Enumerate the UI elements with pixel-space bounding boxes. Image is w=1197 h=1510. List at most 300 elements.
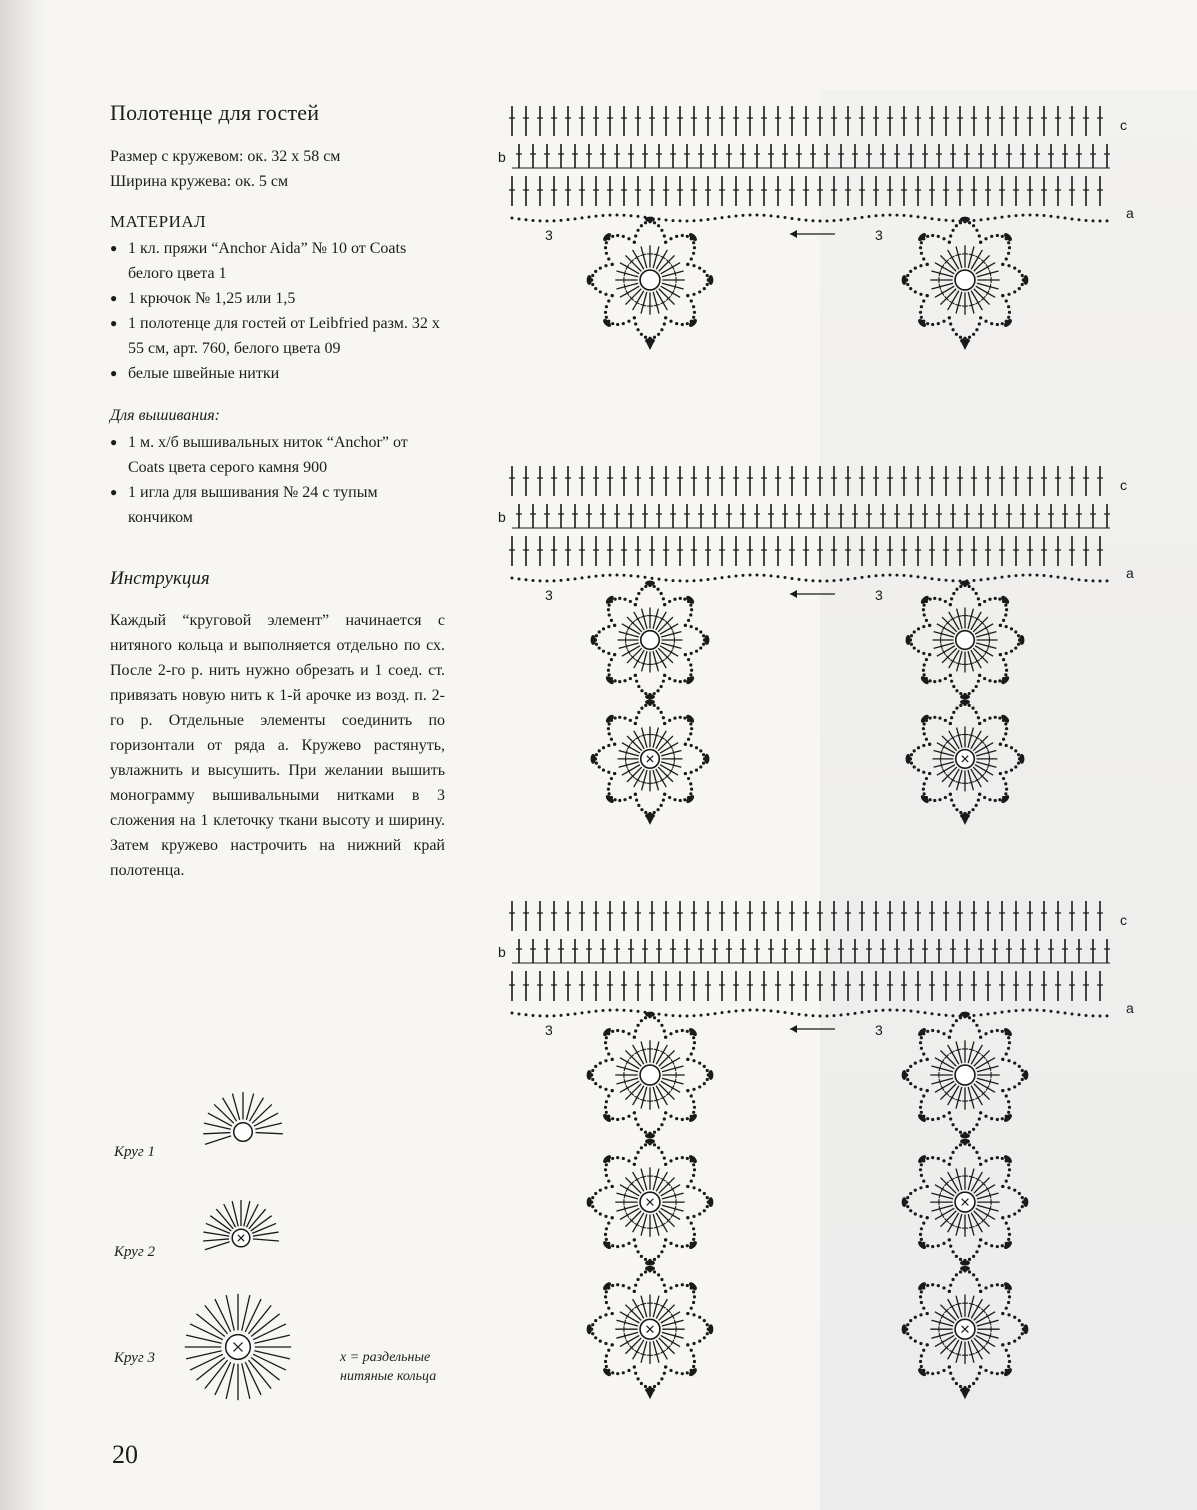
chain-dot xyxy=(978,1284,981,1287)
chain-dot xyxy=(924,216,927,219)
book-spine-shadow xyxy=(0,0,46,1510)
chain-dot xyxy=(640,1273,643,1276)
chain-dot xyxy=(657,1128,660,1131)
chain-dot xyxy=(978,1117,981,1120)
chain-dot xyxy=(698,1061,701,1064)
chain-dot xyxy=(611,235,614,238)
chain-dot xyxy=(1004,663,1007,666)
chain-dot xyxy=(777,215,780,218)
chain-dot xyxy=(607,1179,610,1182)
chain-dot xyxy=(611,1058,614,1061)
chain-dot xyxy=(978,322,981,325)
chain-dot xyxy=(996,1029,999,1032)
chain-dot xyxy=(1021,1196,1024,1199)
chain-dot xyxy=(690,257,693,260)
stitch-line xyxy=(658,767,673,782)
chain-dot xyxy=(644,1385,647,1388)
chain-dot xyxy=(951,1250,954,1253)
chain-dot xyxy=(896,574,899,577)
chain-dot xyxy=(692,264,695,267)
row-label: b xyxy=(498,149,506,165)
chain-dot xyxy=(944,719,947,722)
chain-dot xyxy=(602,650,605,653)
chain-dot xyxy=(922,727,925,730)
chain-dot xyxy=(611,1089,614,1092)
stitch-line xyxy=(659,1050,675,1066)
chain-dot xyxy=(618,680,621,683)
stitch-bar xyxy=(626,631,628,637)
chain-dot xyxy=(919,311,922,314)
join-arrow-head xyxy=(790,230,797,238)
chain-dot xyxy=(608,663,611,666)
chain-dot xyxy=(692,1290,695,1293)
chain-dot xyxy=(990,1030,993,1033)
chain-dot xyxy=(681,323,684,326)
chain-dot xyxy=(937,1157,940,1160)
chain-dot xyxy=(984,320,987,323)
chain-dot xyxy=(658,1013,661,1016)
stitch-bar xyxy=(968,616,974,618)
chain-dot xyxy=(634,1284,637,1287)
chain-dot xyxy=(657,1146,660,1149)
chain-dot xyxy=(906,283,909,286)
stitch-bar xyxy=(654,1176,660,1178)
chain-dot xyxy=(988,598,991,601)
chain-dot xyxy=(627,320,630,323)
stitch-line xyxy=(625,1084,641,1100)
chain-dot xyxy=(994,577,997,580)
chain-dot xyxy=(975,1024,978,1027)
chain-dot xyxy=(594,1082,597,1085)
stitch-bar xyxy=(955,254,961,256)
chain-dot xyxy=(959,221,962,224)
chain-dot xyxy=(721,216,724,219)
chain-dot xyxy=(698,1316,701,1319)
chain-dot xyxy=(948,1036,951,1039)
chain-dot xyxy=(1005,608,1008,611)
picot-mark xyxy=(645,1133,655,1138)
chain-dot xyxy=(532,219,535,222)
chain-dot xyxy=(735,1009,738,1012)
chain-dot xyxy=(669,320,672,323)
chain-dot xyxy=(686,235,689,238)
chain-dot xyxy=(616,1283,619,1286)
picot-mark xyxy=(960,1260,970,1265)
chain-dot xyxy=(826,579,829,582)
chain-dot xyxy=(933,716,936,719)
center-ring xyxy=(955,1065,975,1085)
chain-dot xyxy=(706,1205,709,1208)
chain-dot xyxy=(999,743,1002,746)
chain-dot xyxy=(539,219,542,222)
chain-dot xyxy=(1005,727,1008,730)
chain-dot xyxy=(693,1014,696,1017)
chain-dot xyxy=(616,1009,619,1012)
chain-dot xyxy=(567,1013,570,1016)
chain-dot xyxy=(980,1013,983,1016)
chain-dot xyxy=(996,1283,999,1286)
chain-dot xyxy=(1004,782,1007,785)
chain-dot xyxy=(1007,1059,1010,1062)
chain-dot xyxy=(1007,1163,1010,1166)
chain-dot xyxy=(706,1323,709,1326)
picot-mark xyxy=(1003,232,1014,243)
chain-dot xyxy=(1007,1174,1010,1177)
picot-mark xyxy=(645,694,655,699)
picot-mark xyxy=(604,713,615,724)
chain-dot xyxy=(1001,1011,1004,1014)
chain-dot xyxy=(692,1354,695,1357)
chain-dot xyxy=(591,1205,594,1208)
chain-dot xyxy=(955,689,958,692)
chain-dot xyxy=(975,328,978,331)
picot-mark xyxy=(1000,713,1011,724)
chain-dot xyxy=(1013,1189,1016,1192)
chain-dot xyxy=(616,574,619,577)
chain-dot xyxy=(609,574,612,577)
chain-dot xyxy=(1007,1365,1010,1368)
chain-dot xyxy=(980,578,983,581)
chain-dot xyxy=(679,597,682,600)
circle-1-label: Круг 1 xyxy=(114,1144,156,1160)
chain-dot xyxy=(1064,577,1067,580)
stitch-bar xyxy=(939,1333,941,1339)
picot-mark xyxy=(688,318,699,329)
chain-dot xyxy=(721,1011,724,1014)
chain-dot xyxy=(1014,765,1017,768)
chain-dot xyxy=(662,680,665,683)
chain-dot xyxy=(1085,219,1088,222)
chain-dot xyxy=(657,1382,660,1385)
chain-dot xyxy=(553,579,556,582)
chain-dot xyxy=(692,1111,695,1114)
chain-dot xyxy=(988,679,991,682)
chain-dot xyxy=(635,716,638,719)
chain-dot xyxy=(949,674,952,677)
stitch-line xyxy=(940,1211,956,1227)
chain-dot xyxy=(913,630,916,633)
chain-dot xyxy=(951,1151,954,1154)
chain-dot xyxy=(994,799,997,802)
chain-dot xyxy=(640,1255,643,1258)
chain-dot xyxy=(692,1047,695,1050)
chain-dot xyxy=(971,707,974,710)
stitch-bar xyxy=(640,1354,646,1356)
chain-dot xyxy=(604,1041,607,1044)
row-label: c xyxy=(1120,912,1127,928)
chain-dot xyxy=(979,1238,982,1241)
chain-dot xyxy=(681,234,684,237)
chain-dot xyxy=(567,218,570,221)
flower-motif xyxy=(906,581,1025,700)
chain-dot xyxy=(938,798,941,801)
chain-dot xyxy=(942,1115,945,1118)
chain-dot xyxy=(623,679,626,682)
chain-dot xyxy=(1005,771,1008,774)
stitch-bar xyxy=(941,762,943,768)
stitch-bar xyxy=(624,1079,626,1085)
chain-dot xyxy=(618,799,621,802)
chain-dot xyxy=(889,1009,892,1012)
picot-mark xyxy=(602,1027,613,1038)
chain-dot xyxy=(926,1157,929,1160)
chain-dot xyxy=(920,316,923,319)
chain-dot xyxy=(882,214,885,217)
chain-dot xyxy=(693,1360,696,1363)
stitch-bar xyxy=(640,304,646,306)
chain-dot xyxy=(599,1316,602,1319)
chain-dot xyxy=(931,1029,934,1032)
chain-dot xyxy=(518,217,521,220)
chain-dot xyxy=(605,1227,608,1230)
chain-dot xyxy=(686,1312,689,1315)
chain-dot xyxy=(607,1349,610,1352)
chain-dot xyxy=(978,1156,981,1159)
stitch-bar xyxy=(624,284,626,290)
chain-dot xyxy=(914,1085,917,1088)
chain-dot xyxy=(917,627,920,630)
picot-mark xyxy=(917,1281,928,1292)
chain-dot xyxy=(906,1196,909,1199)
chain-dot xyxy=(695,627,698,630)
chain-dot xyxy=(637,685,640,688)
stitch-bar xyxy=(674,1192,676,1198)
stitch-line xyxy=(974,289,990,305)
stitch-line xyxy=(253,1239,279,1241)
chain-dot xyxy=(1001,1058,1004,1061)
chain-dot xyxy=(616,1372,619,1375)
chain-dot xyxy=(595,1010,598,1013)
chain-dot xyxy=(699,646,702,649)
chain-dot xyxy=(949,603,952,606)
chain-dot xyxy=(608,792,611,795)
chain-dot xyxy=(996,1156,999,1159)
chain-dot xyxy=(1018,287,1021,290)
chain-dot xyxy=(698,266,701,269)
chain-dot xyxy=(968,1143,971,1146)
chain-dot xyxy=(602,214,605,217)
flower-motif xyxy=(587,1139,714,1266)
chain-dot xyxy=(1013,1061,1016,1064)
chain-dot xyxy=(931,1245,934,1248)
chain-dot xyxy=(924,1011,927,1014)
chain-dot xyxy=(999,653,1002,656)
chain-dot xyxy=(611,1244,614,1247)
chain-dot xyxy=(1092,1014,1095,1017)
chain-dot xyxy=(681,1245,684,1248)
picot-mark xyxy=(1023,1197,1028,1207)
stitch-line xyxy=(208,1113,232,1126)
row-label: b xyxy=(498,944,506,960)
chain-dot xyxy=(604,1106,607,1109)
picot-mark xyxy=(906,754,911,764)
chain-dot xyxy=(611,322,614,325)
chain-dot xyxy=(998,598,1001,601)
chain-dot xyxy=(959,336,962,339)
stitch-line xyxy=(206,1223,230,1233)
picot-mark xyxy=(960,581,970,586)
chain-dot xyxy=(660,1024,663,1027)
chain-dot xyxy=(675,1244,678,1247)
chain-dot xyxy=(644,1143,647,1146)
chain-dot xyxy=(972,333,975,336)
chain-dot xyxy=(931,1372,934,1375)
chain-dot xyxy=(614,798,617,801)
chain-dot xyxy=(610,738,613,741)
chain-dot xyxy=(1078,578,1081,581)
chain-dot xyxy=(706,1078,709,1081)
chain-dot xyxy=(692,1342,695,1345)
chain-dot xyxy=(594,1065,597,1068)
chain-dot xyxy=(1018,1192,1021,1195)
chain-dot xyxy=(637,1010,640,1013)
chain-dot xyxy=(1007,316,1010,319)
chain-dot xyxy=(693,1106,696,1109)
picot-mark xyxy=(1000,675,1011,686)
chain-dot xyxy=(672,1014,675,1017)
picot-mark xyxy=(906,635,911,645)
chain-dot xyxy=(906,1323,909,1326)
chain-dot xyxy=(979,1365,982,1368)
chain-dot xyxy=(633,1365,636,1368)
chain-dot xyxy=(977,798,980,801)
stitch-bar xyxy=(969,1226,975,1228)
chain-dot xyxy=(1005,788,1008,791)
flower-motif xyxy=(902,1012,1029,1139)
stitch-bar xyxy=(941,643,943,649)
chain-dot xyxy=(692,1238,695,1241)
chain-dot xyxy=(607,257,610,260)
chain-dot xyxy=(640,1146,643,1149)
chain-dot xyxy=(581,1011,584,1014)
chain-dot xyxy=(679,799,682,802)
chain-dot xyxy=(640,1382,643,1385)
chain-dot xyxy=(690,1307,693,1310)
chain-dot xyxy=(699,749,702,752)
stitch-line xyxy=(940,1084,956,1100)
chain-dot xyxy=(784,1011,787,1014)
chain-dot xyxy=(977,716,980,719)
embroidery-item: ● 1 м. х/б вышивальных ниток “Anchor” от Coats цвета серого камня 900 xyxy=(110,430,445,480)
picot-mark xyxy=(1003,1027,1014,1038)
chain-dot xyxy=(598,765,601,768)
chain-dot xyxy=(634,1156,637,1159)
stitch-line xyxy=(658,617,673,632)
chain-dot xyxy=(611,1216,614,1219)
chain-dot xyxy=(861,1011,864,1014)
chain-dot xyxy=(903,1009,906,1012)
chain-dot xyxy=(692,1059,695,1062)
chain-dot xyxy=(614,716,617,719)
chain-dot xyxy=(959,1258,962,1261)
chain-dot xyxy=(952,1014,955,1017)
chain-dot xyxy=(959,1270,962,1273)
chain-dot xyxy=(605,1354,608,1357)
embroidery-item: ● 1 игла для вышивания № 24 с тупым кончиком xyxy=(110,480,445,530)
chain-dot xyxy=(979,1290,982,1293)
stitch-bar xyxy=(955,1226,961,1228)
stitch-line xyxy=(973,617,988,632)
chain-dot xyxy=(673,717,676,720)
chain-dot xyxy=(948,241,951,244)
chain-dot xyxy=(657,1273,660,1276)
chain-dot xyxy=(959,1016,962,1019)
stitch-bar xyxy=(654,1099,660,1101)
chain-dot xyxy=(949,1156,952,1159)
chain-dot xyxy=(959,1131,962,1134)
picot-mark xyxy=(685,794,696,805)
chain-dot xyxy=(634,603,637,606)
chain-dot xyxy=(882,1009,885,1012)
chain-dot xyxy=(955,1273,958,1276)
center-ring xyxy=(641,631,660,650)
chain-dot xyxy=(660,711,663,714)
chain-dot xyxy=(920,1354,923,1357)
chain-dot xyxy=(660,229,663,232)
chain-dot xyxy=(994,597,997,600)
chain-dot xyxy=(1001,1244,1004,1247)
stitch-bar xyxy=(640,1176,646,1178)
chain-dot xyxy=(681,1283,684,1286)
stitch-bar xyxy=(674,1065,676,1071)
chain-dot xyxy=(627,1286,630,1289)
instructions-heading: Инструкция xyxy=(110,568,210,589)
stitch-rows xyxy=(509,466,1110,582)
chain-dot xyxy=(1017,634,1020,637)
chain-dot xyxy=(692,1174,695,1177)
chain-dot xyxy=(687,619,690,622)
chain-dot xyxy=(984,1159,987,1162)
chain-dot xyxy=(614,679,617,682)
chain-dot xyxy=(683,716,686,719)
picot-mark xyxy=(902,1197,907,1207)
chain-dot xyxy=(913,749,916,752)
chain-dot xyxy=(660,1278,663,1281)
chain-dot xyxy=(909,1209,912,1212)
chain-dot xyxy=(914,266,917,269)
chain-dot xyxy=(686,1216,689,1219)
chain-dot xyxy=(693,1295,696,1298)
chain-dot xyxy=(616,1029,619,1032)
chain-dot xyxy=(692,1036,695,1039)
chain-dot xyxy=(609,1009,612,1012)
flower-motif xyxy=(902,1139,1029,1266)
chain-dot xyxy=(604,1059,607,1062)
chain-dot xyxy=(660,1250,663,1253)
chain-dot xyxy=(668,796,671,799)
flower-motif xyxy=(587,1012,714,1139)
chain-dot xyxy=(591,1078,594,1081)
chain-dot xyxy=(692,293,695,296)
chain-dot xyxy=(635,597,638,600)
chain-dot xyxy=(968,1385,971,1388)
chain-dot xyxy=(749,1009,752,1012)
chain-dot xyxy=(657,1255,660,1258)
chain-dot xyxy=(669,1286,672,1289)
stitch-bar xyxy=(988,631,990,637)
picot-mark xyxy=(960,1133,970,1138)
chain-dot xyxy=(1013,1212,1016,1215)
chain-dot xyxy=(1007,1238,1010,1241)
chain-dot xyxy=(616,1156,619,1159)
chain-dot xyxy=(693,579,696,582)
chain-dot xyxy=(1018,270,1021,273)
stitch-line xyxy=(625,1178,641,1194)
chain-dot xyxy=(999,624,1002,627)
chain-dot xyxy=(1050,215,1053,218)
picot-mark xyxy=(602,1240,613,1251)
chain-dot xyxy=(605,1238,608,1241)
